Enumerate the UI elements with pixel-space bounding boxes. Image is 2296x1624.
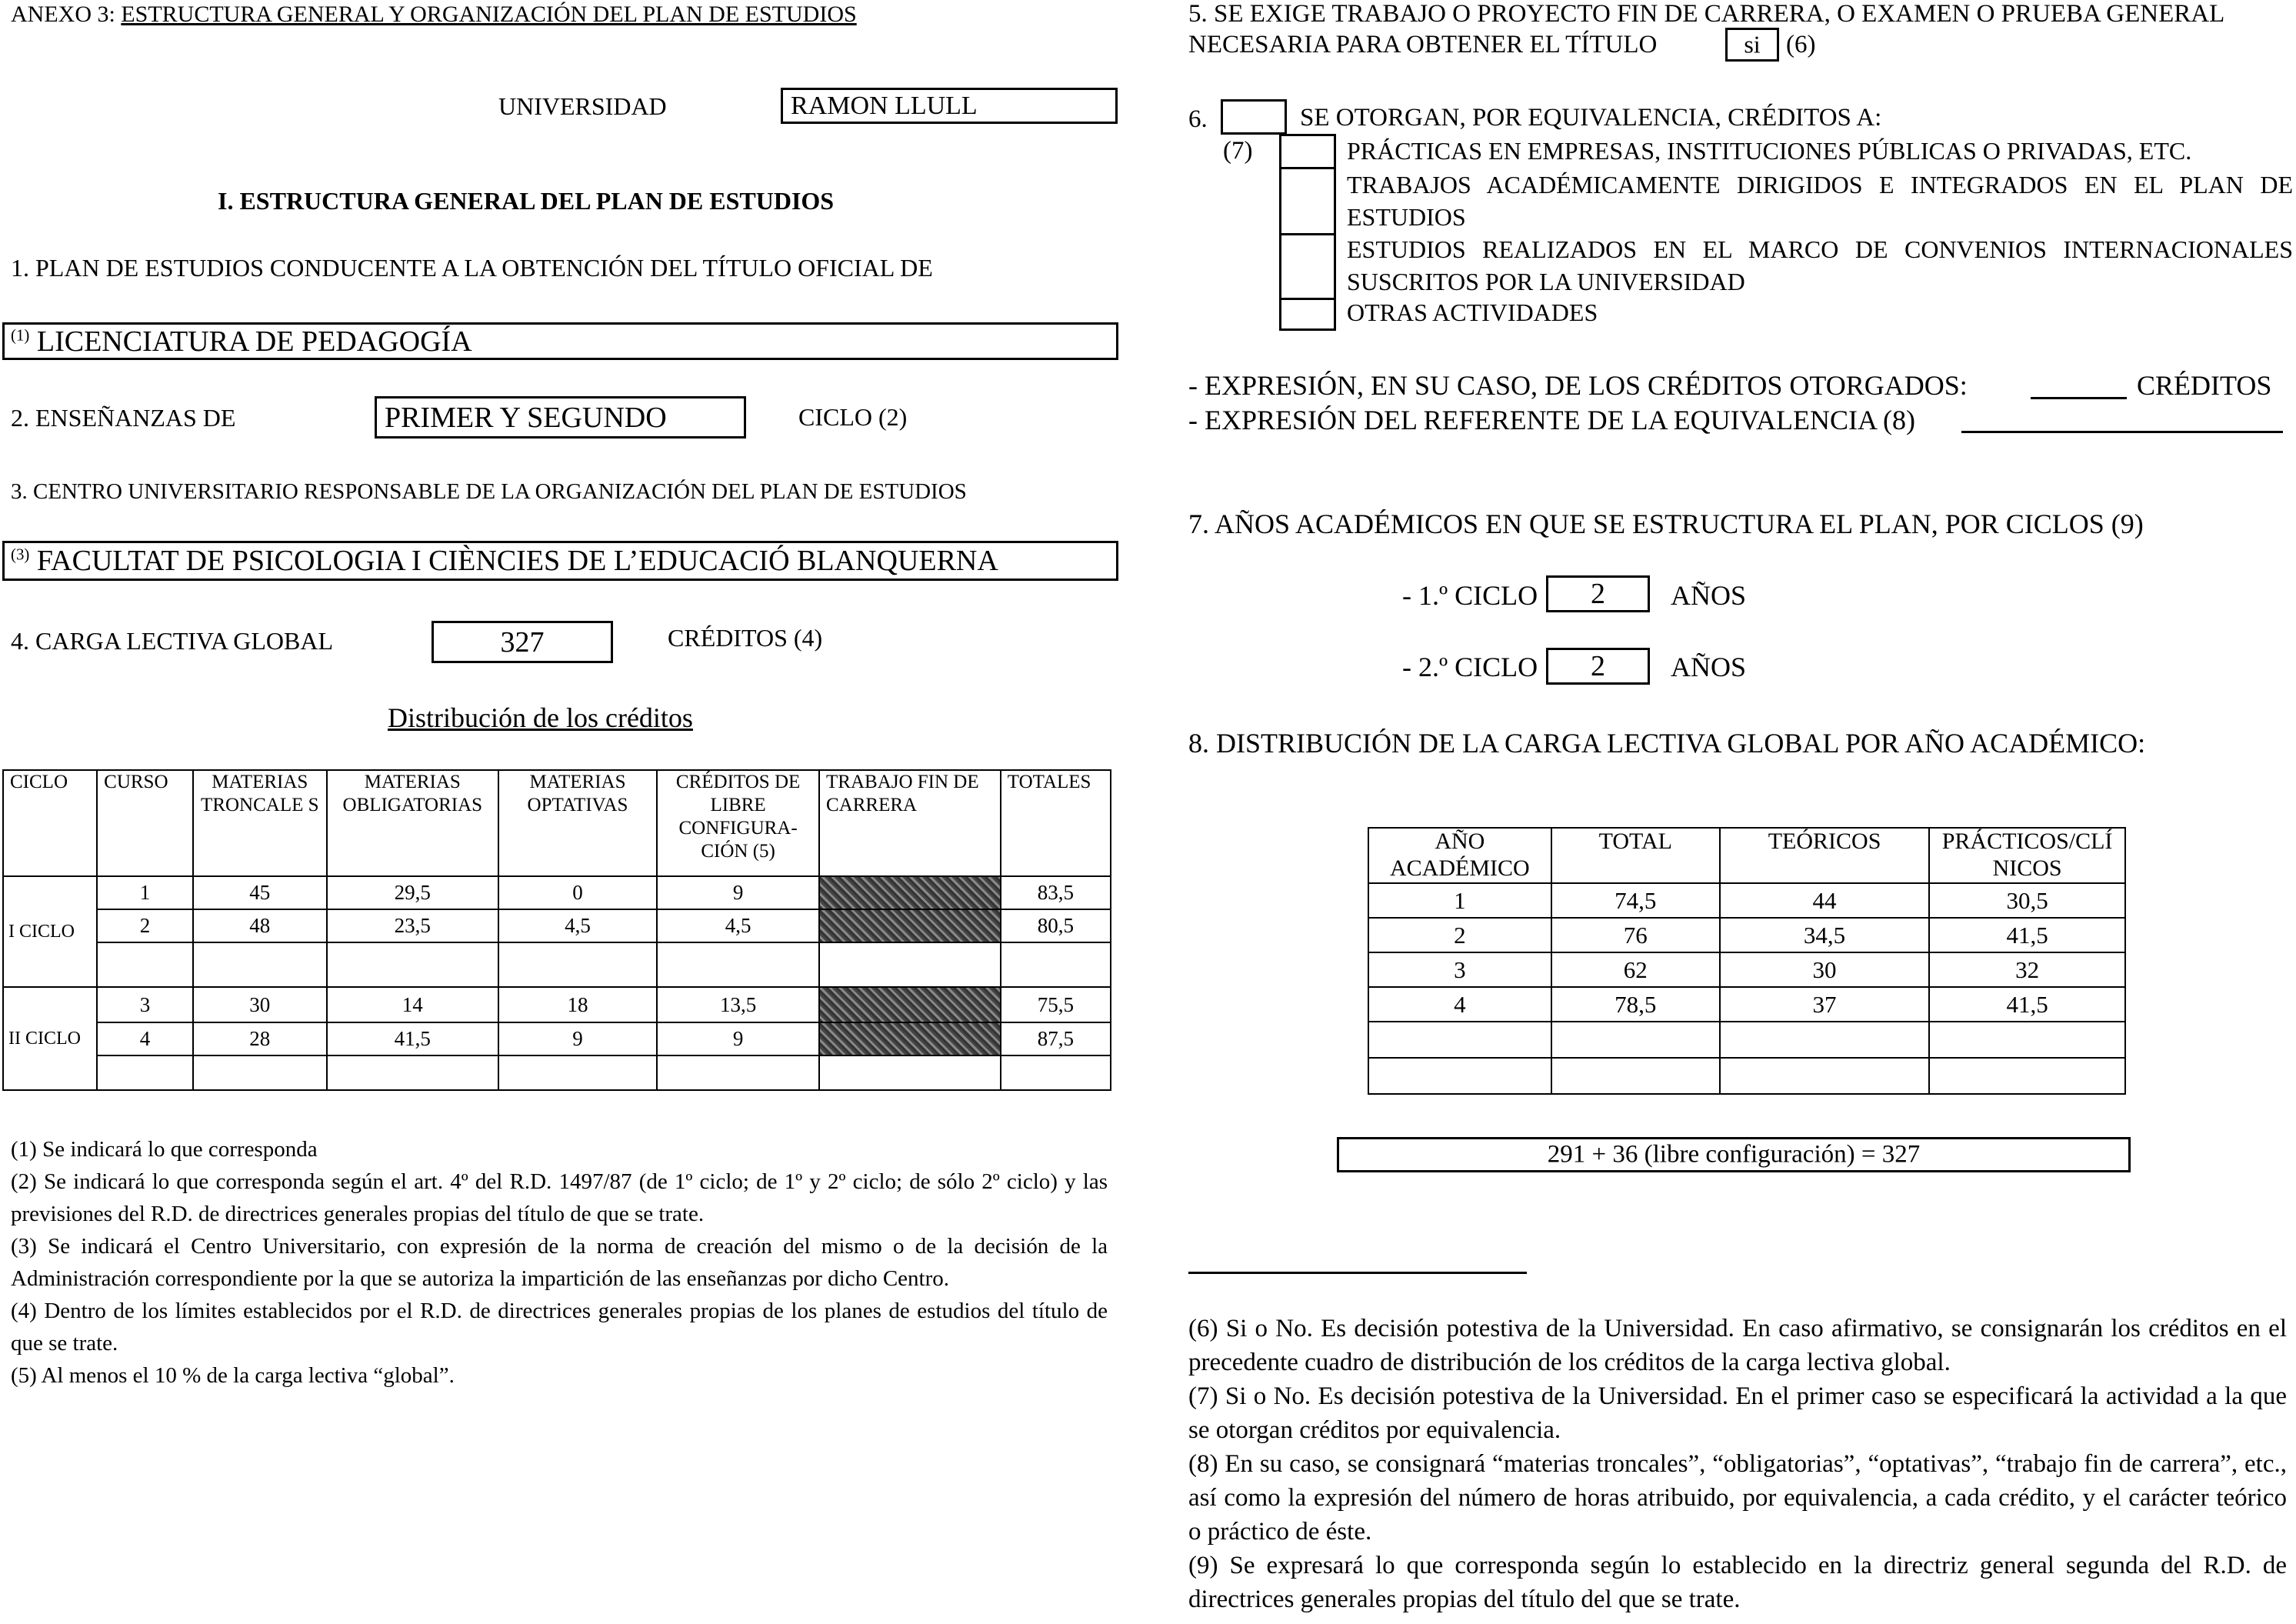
header-practice: PRÁCTICOS/CLÍ NICOS <box>1929 828 2125 883</box>
table-row <box>3 942 1111 987</box>
table-row <box>1368 1022 2125 1058</box>
footnote-2: (2) Se indicará lo que corresponda según el art. 4º del R.D. 1497/87 (de 1º ciclo; de 1º y 2º ciclo; de sólo 2º ciclo) y las previsiones del R.D. de directrices generales propias del título de que se trate. <box>11 1169 1108 1226</box>
item2-suffix: CICLO (2) <box>798 403 908 431</box>
cell-troncales: 30 <box>193 987 327 1022</box>
cell-libre: 9 <box>657 1022 819 1055</box>
section1-title: I. ESTRUCTURA GENERAL DEL PLAN DE ESTUDIOS <box>218 187 835 215</box>
cycle1-years-field <box>1546 575 1650 612</box>
cell-troncales: 48 <box>193 909 327 942</box>
degree-title-field <box>2 322 1118 360</box>
cell-total: 78,5 <box>1551 987 1720 1022</box>
cell-total: 80,5 <box>1001 909 1111 942</box>
cell-practice <box>1929 1022 2125 1058</box>
cell-practice: 41,5 <box>1929 987 2125 1022</box>
cell-theory <box>1720 1058 1929 1094</box>
cell-obligatorias: 29,5 <box>327 876 498 909</box>
cell-optativas <box>498 942 657 987</box>
header-year: AÑO ACADÉMICO <box>1368 828 1551 883</box>
expr-credits-blank <box>2031 397 2127 399</box>
cell-curso <box>97 942 193 987</box>
item4-label: 4. CARGA LECTIVA GLOBAL <box>11 627 333 655</box>
cell-total <box>1001 1055 1111 1090</box>
equivalence-checkbox[interactable] <box>1221 99 1287 135</box>
footnote-7: (7) Si o No. Es decisión potestiva de la Universidad. En el primer caso se especificará la actividad a la que se otorgan créditos por equivalencia. <box>1188 1382 2287 1444</box>
cell-total: 76 <box>1551 918 1720 952</box>
expr-credits-suffix: CRÉDITOS <box>2137 370 2272 401</box>
cell-libre: 13,5 <box>657 987 819 1022</box>
final-project-field <box>1725 28 1779 62</box>
item6-number: 6. <box>1188 105 1208 133</box>
cell-theory <box>1720 1022 1929 1058</box>
credits-table-header <box>3 770 1111 876</box>
cell-trabajo-fin-shaded <box>819 876 1001 909</box>
cell-theory: 30 <box>1720 952 1929 987</box>
cell-troncales <box>193 1055 327 1090</box>
header-curso: CURSO <box>97 770 193 876</box>
table-row <box>1368 918 2125 952</box>
cycle2-years: 2 <box>1591 650 1605 682</box>
table-row <box>3 987 1111 1022</box>
teaching-cycles-value: PRIMER Y SEGUNDO <box>385 401 667 434</box>
cell-total: 62 <box>1551 952 1720 987</box>
table-row <box>3 909 1111 942</box>
university-center: $^{(3)}$ FACULTAT DE PSICOLOGIA I CIÈNCIES DE L’EDUCACIÓ BLANQUERNA <box>11 545 998 577</box>
cell-obligatorias: 41,5 <box>327 1022 498 1055</box>
global-load-field <box>432 621 613 663</box>
cell-curso: 3 <box>97 987 193 1022</box>
header-total: TOTAL <box>1551 828 1720 883</box>
item3-label: 3. CENTRO UNIVERSITARIO RESPONSABLE DE LA ORGANIZACIÓN DEL PLAN DE ESTUDIOS <box>11 479 967 504</box>
table-row <box>1368 883 2125 918</box>
cycle1-label: - 1.º CICLO <box>1402 580 1538 611</box>
cycle1-unit: AÑOS <box>1671 580 1747 611</box>
cell-curso: 4 <box>97 1022 193 1055</box>
cell-trabajo-fin-shaded <box>819 1022 1001 1055</box>
cell-practice: 41,5 <box>1929 918 2125 952</box>
cell-total <box>1551 1058 1720 1094</box>
table-row <box>1368 952 2125 987</box>
annex-title: ESTRUCTURA GENERAL Y ORGANIZACIÓN DEL PLAN DE ESTUDIOS <box>121 2 857 27</box>
cell-trabajo-fin <box>819 1055 1001 1090</box>
option-convenios: ESTUDIOS REALIZADOS EN EL MARCO DE CONVENIOS INTERNACIONALES SUSCRITOS POR LA UNIVERSIDAD <box>1347 235 2293 295</box>
table-row <box>1368 987 2125 1022</box>
annex-prefix: ANEXO 3: <box>11 2 122 27</box>
option-practicas: PRÁCTICAS EN EMPRESAS, INSTITUCIONES PÚBLICAS O PRIVADAS, ETC. <box>1347 137 2192 165</box>
cell-theory: 34,5 <box>1720 918 1929 952</box>
cell-curso: 1 <box>97 876 193 909</box>
cell-libre: 9 <box>657 876 819 909</box>
item8-title: 8. DISTRIBUCIÓN DE LA CARGA LECTIVA GLOBAL POR AÑO ACADÉMICO: <box>1188 728 2146 759</box>
option-trabajos: TRABAJOS ACADÉMICAMENTE DIRIGIDOS E INTEGRADOS EN EL PLAN DE ESTUDIOS <box>1347 171 2293 231</box>
item5-line2: NECESARIA PARA OBTENER EL TÍTULO <box>1188 31 1658 58</box>
cell-curso: 2 <box>97 909 193 942</box>
cell-trabajo-fin-shaded <box>819 909 1001 942</box>
cell-obligatorias: 14 <box>327 987 498 1022</box>
cycle1-years: 2 <box>1591 578 1605 610</box>
footnote-separator <box>1188 1272 1527 1274</box>
cell-total: 83,5 <box>1001 876 1111 909</box>
cycle2-unit: AÑOS <box>1671 652 1747 682</box>
header-troncales: MATERIAS TRONCALE S <box>193 770 327 876</box>
expr-referent-label: - EXPRESIÓN DEL REFERENTE DE LA EQUIVALENCIA (8) <box>1188 405 1915 435</box>
header-obligatorias: MATERIAS OBLIGATORIAS <box>327 770 498 876</box>
cell-total: 75,5 <box>1001 987 1111 1022</box>
final-project-value: si <box>1744 30 1761 58</box>
item4-suffix: CRÉDITOS (4) <box>668 624 823 652</box>
distribution-title: Distribución de los créditos <box>388 702 693 733</box>
load-summary: 291 + 36 (libre configuración) = 327 <box>1547 1140 1921 1169</box>
footnote-8: (8) En su caso, se consignará “materias troncales”, “obligatorias”, “optativas”, “trabajo fin de carrera”, etc., así como la expresión del número de horas atribuido, por equivalencia, a cada crédito, y el carácter teórico o práctico de éste. <box>1188 1450 2287 1546</box>
item7-title: 7. AÑOS ACADÉMICOS EN QUE SE ESTRUCTURA EL PLAN, POR CICLOS (9) <box>1188 509 2144 539</box>
load-summary-box <box>1337 1137 2131 1172</box>
left-footnotes <box>11 1133 1108 1392</box>
cell-obligatorias <box>327 1055 498 1090</box>
cell-year <box>1368 1058 1551 1094</box>
university-center-field <box>2 541 1118 581</box>
item5-line1: 5. SE EXIGE TRABAJO O PROYECTO FIN DE CARRERA, O EXAMEN O PRUEBA GENERAL <box>1188 0 2225 28</box>
header-trabajo-fin: TRABAJO FIN DE CARRERA <box>819 770 1001 876</box>
table-row <box>3 1055 1111 1090</box>
cell-practice: 32 <box>1929 952 2125 987</box>
cell-total <box>1001 942 1111 987</box>
cell-year: 2 <box>1368 918 1551 952</box>
university-field <box>781 88 1118 124</box>
cell-practice: 30,5 <box>1929 883 2125 918</box>
cell-trabajo-fin <box>819 942 1001 987</box>
university-value: RAMON LLULL <box>791 91 978 120</box>
equivalence-options-boxes <box>1279 134 1336 331</box>
cell-total <box>1551 1022 1720 1058</box>
cell-theory: 44 <box>1720 883 1929 918</box>
university-label: UNIVERSIDAD <box>498 92 667 120</box>
cell-practice <box>1929 1058 2125 1094</box>
cycle-label: I CICLO <box>3 876 97 987</box>
cell-optativas: 0 <box>498 876 657 909</box>
cell-optativas: 4,5 <box>498 909 657 942</box>
cell-year: 4 <box>1368 987 1551 1022</box>
annex-heading <box>11 2 857 28</box>
footnote-4: (4) Dentro de los límites establecidos por el R.D. de directrices generales propias de los planes de estudios del título de que se trate. <box>11 1299 1108 1356</box>
expr-referent-blank <box>1961 431 2283 433</box>
header-libre: CRÉDITOS DE LIBRE CONFIGURA- CIÓN (5) <box>657 770 819 876</box>
cell-total: 87,5 <box>1001 1022 1111 1055</box>
cell-troncales: 28 <box>193 1022 327 1055</box>
table-row <box>1368 1058 2125 1094</box>
cycle-label: II CICLO <box>3 987 97 1090</box>
table-row <box>3 1022 1111 1055</box>
cell-libre <box>657 942 819 987</box>
cell-troncales <box>193 942 327 987</box>
footnote-9: (9) Se expresará lo que corresponda según lo establecido en la directriz general segunda del R.D. de directrices generales propias del título del que se trate. <box>1188 1552 2287 1613</box>
cell-year: 3 <box>1368 952 1551 987</box>
item2-label: 2. ENSEÑANZAS DE <box>11 404 236 432</box>
footnote-3: (3) Se indicará el Centro Universitario, con expresión de la norma de creación del mismo o de la decisión de la Administración correspondiente por la que se autoriza la impartición de las enseñanzas por dicho Centro. <box>11 1234 1108 1291</box>
cell-optativas: 18 <box>498 987 657 1022</box>
degree-title: $^{(1)}$ LICENCIATURA DE PEDAGOGÍA <box>11 325 472 358</box>
cell-libre: 4,5 <box>657 909 819 942</box>
item6-note: (7) <box>1223 137 1253 165</box>
right-footnotes <box>1188 1312 2287 1616</box>
footnote-5: (5) Al menos el 10 % de la carga lectiva “global”. <box>11 1363 455 1388</box>
credits-distribution-table <box>2 769 1111 1091</box>
option-otras: OTRAS ACTIVIDADES <box>1347 298 1598 326</box>
header-theory: TEÓRICOS <box>1720 828 1929 883</box>
item5-note: (6) <box>1786 31 1816 58</box>
academic-year-load-table <box>1368 827 2126 1095</box>
expr-credits-label: - EXPRESIÓN, EN SU CASO, DE LOS CRÉDITOS OTORGADOS: <box>1188 370 1968 401</box>
global-load-value: 327 <box>500 625 545 659</box>
cell-troncales: 45 <box>193 876 327 909</box>
cell-theory: 37 <box>1720 987 1929 1022</box>
load-table-header <box>1368 828 2125 883</box>
cell-obligatorias: 23,5 <box>327 909 498 942</box>
cell-trabajo-fin-shaded <box>819 987 1001 1022</box>
cell-optativas: 9 <box>498 1022 657 1055</box>
item6-title: SE OTORGAN, POR EQUIVALENCIA, CRÉDITOS A: <box>1300 104 1882 132</box>
cell-optativas <box>498 1055 657 1090</box>
cell-year <box>1368 1022 1551 1058</box>
cell-total: 74,5 <box>1551 883 1720 918</box>
cell-obligatorias <box>327 942 498 987</box>
header-optativas: MATERIAS OPTATIVAS <box>498 770 657 876</box>
cycle2-label: - 2.º CICLO <box>1402 652 1538 682</box>
header-ciclo: CICLO <box>3 770 97 876</box>
cell-libre <box>657 1055 819 1090</box>
teaching-cycles-field <box>375 396 746 439</box>
table-row <box>3 876 1111 909</box>
footnote-6: (6) Si o No. Es decisión potestiva de la Universidad. En caso afirmativo, se consignarán los créditos en el precedente cuadro de distribución de los créditos de la carga lectiva global. <box>1188 1315 2287 1376</box>
cell-year: 1 <box>1368 883 1551 918</box>
header-totales: TOTALES <box>1001 770 1111 876</box>
cycle2-years-field <box>1546 648 1650 685</box>
footnote-1: (1) Se indicará lo que corresponda <box>11 1137 318 1162</box>
item1-label: 1. PLAN DE ESTUDIOS CONDUCENTE A LA OBTENCIÓN DEL TÍTULO OFICIAL DE <box>11 254 933 282</box>
cell-curso <box>97 1055 193 1090</box>
